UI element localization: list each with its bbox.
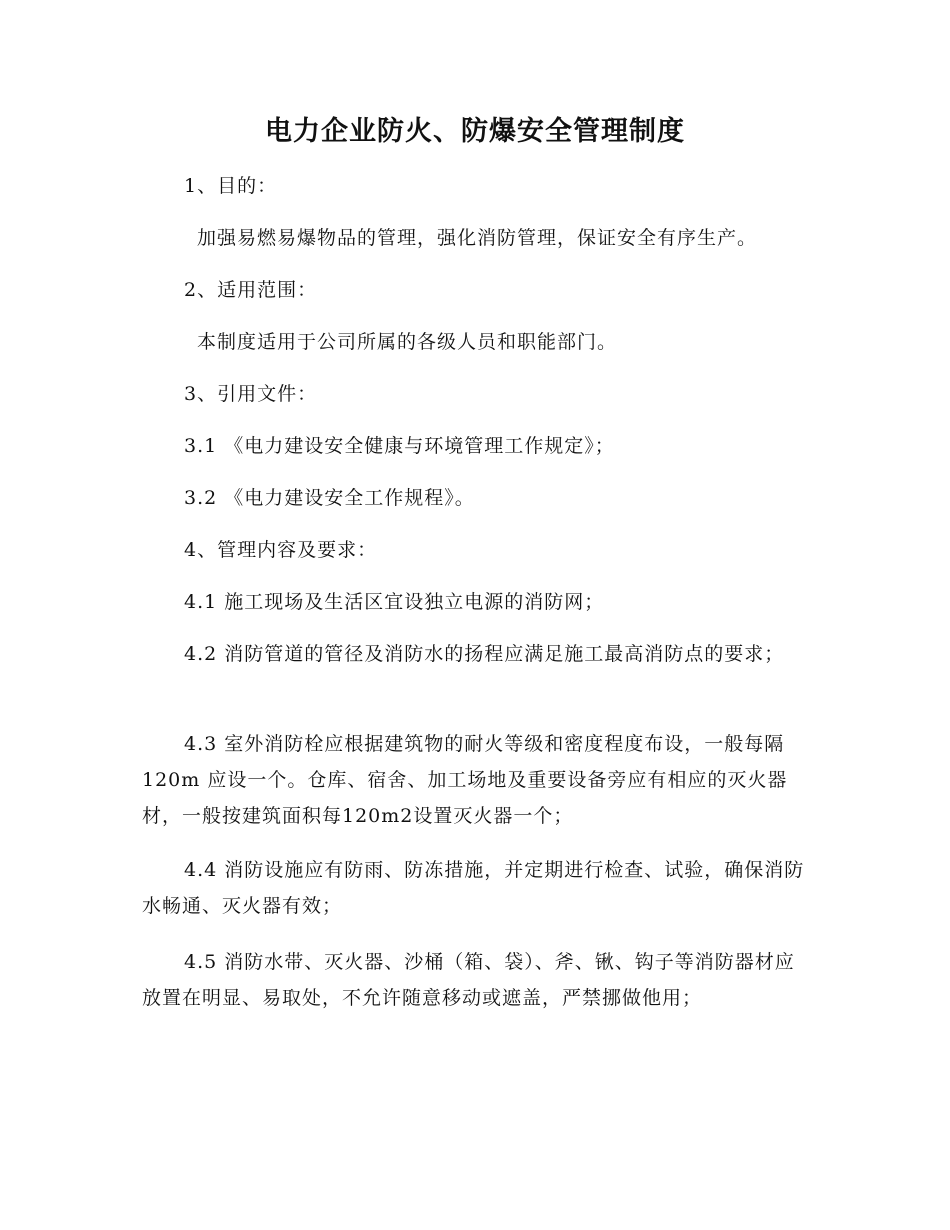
clause-4-2: 4.2 消防管道的管径及消防水的扬程应满足施工最高消防点的要求；: [184, 643, 785, 665]
clause-4-4: 4.4 消防设施应有防雨、防冻措施，并定期进行检查、试验，确保消防水畅通、灭火器有效；: [142, 859, 805, 917]
section-2-body: 本制度适用于公司所属的各级人员和职能部门。: [197, 331, 618, 353]
reference-3-2: 3.2 《电力建设安全工作规程》。: [184, 487, 475, 509]
clause-4-3: 4.3 室外消防栓应根据建筑物的耐火等级和密度程度布设，一般每隔120m 应设一个。仓库、宿舍、加工场地及重要设备旁应有相应的灭火器材，一般按建筑面积每120m2设置灭火器一个；: [142, 733, 788, 827]
section-2-heading: 2、适用范围：: [184, 279, 318, 301]
document-title: 电力企业防火、防爆安全管理制度: [265, 116, 685, 147]
section-1-heading: 1、目的：: [184, 175, 278, 197]
reference-3-1: 3.1 《电力建设安全健康与环境管理工作规定》；: [184, 435, 615, 457]
section-3-heading: 3、引用文件：: [184, 383, 318, 405]
section-1-body: 加强易燃易爆物品的管理，强化消防管理，保证安全有序生产。: [197, 227, 758, 249]
section-4-heading: 4、管理内容及要求：: [184, 539, 378, 561]
clause-4-1: 4.1 施工现场及生活区宜设独立电源的消防网；: [184, 591, 605, 613]
clause-4-5: 4.5 消防水带、灭火器、沙桶（箱、袋）、斧、锹、钩子等消防器材应放置在明显、易取处，不允许随意移动或遮盖，严禁挪做他用；: [142, 951, 795, 1009]
